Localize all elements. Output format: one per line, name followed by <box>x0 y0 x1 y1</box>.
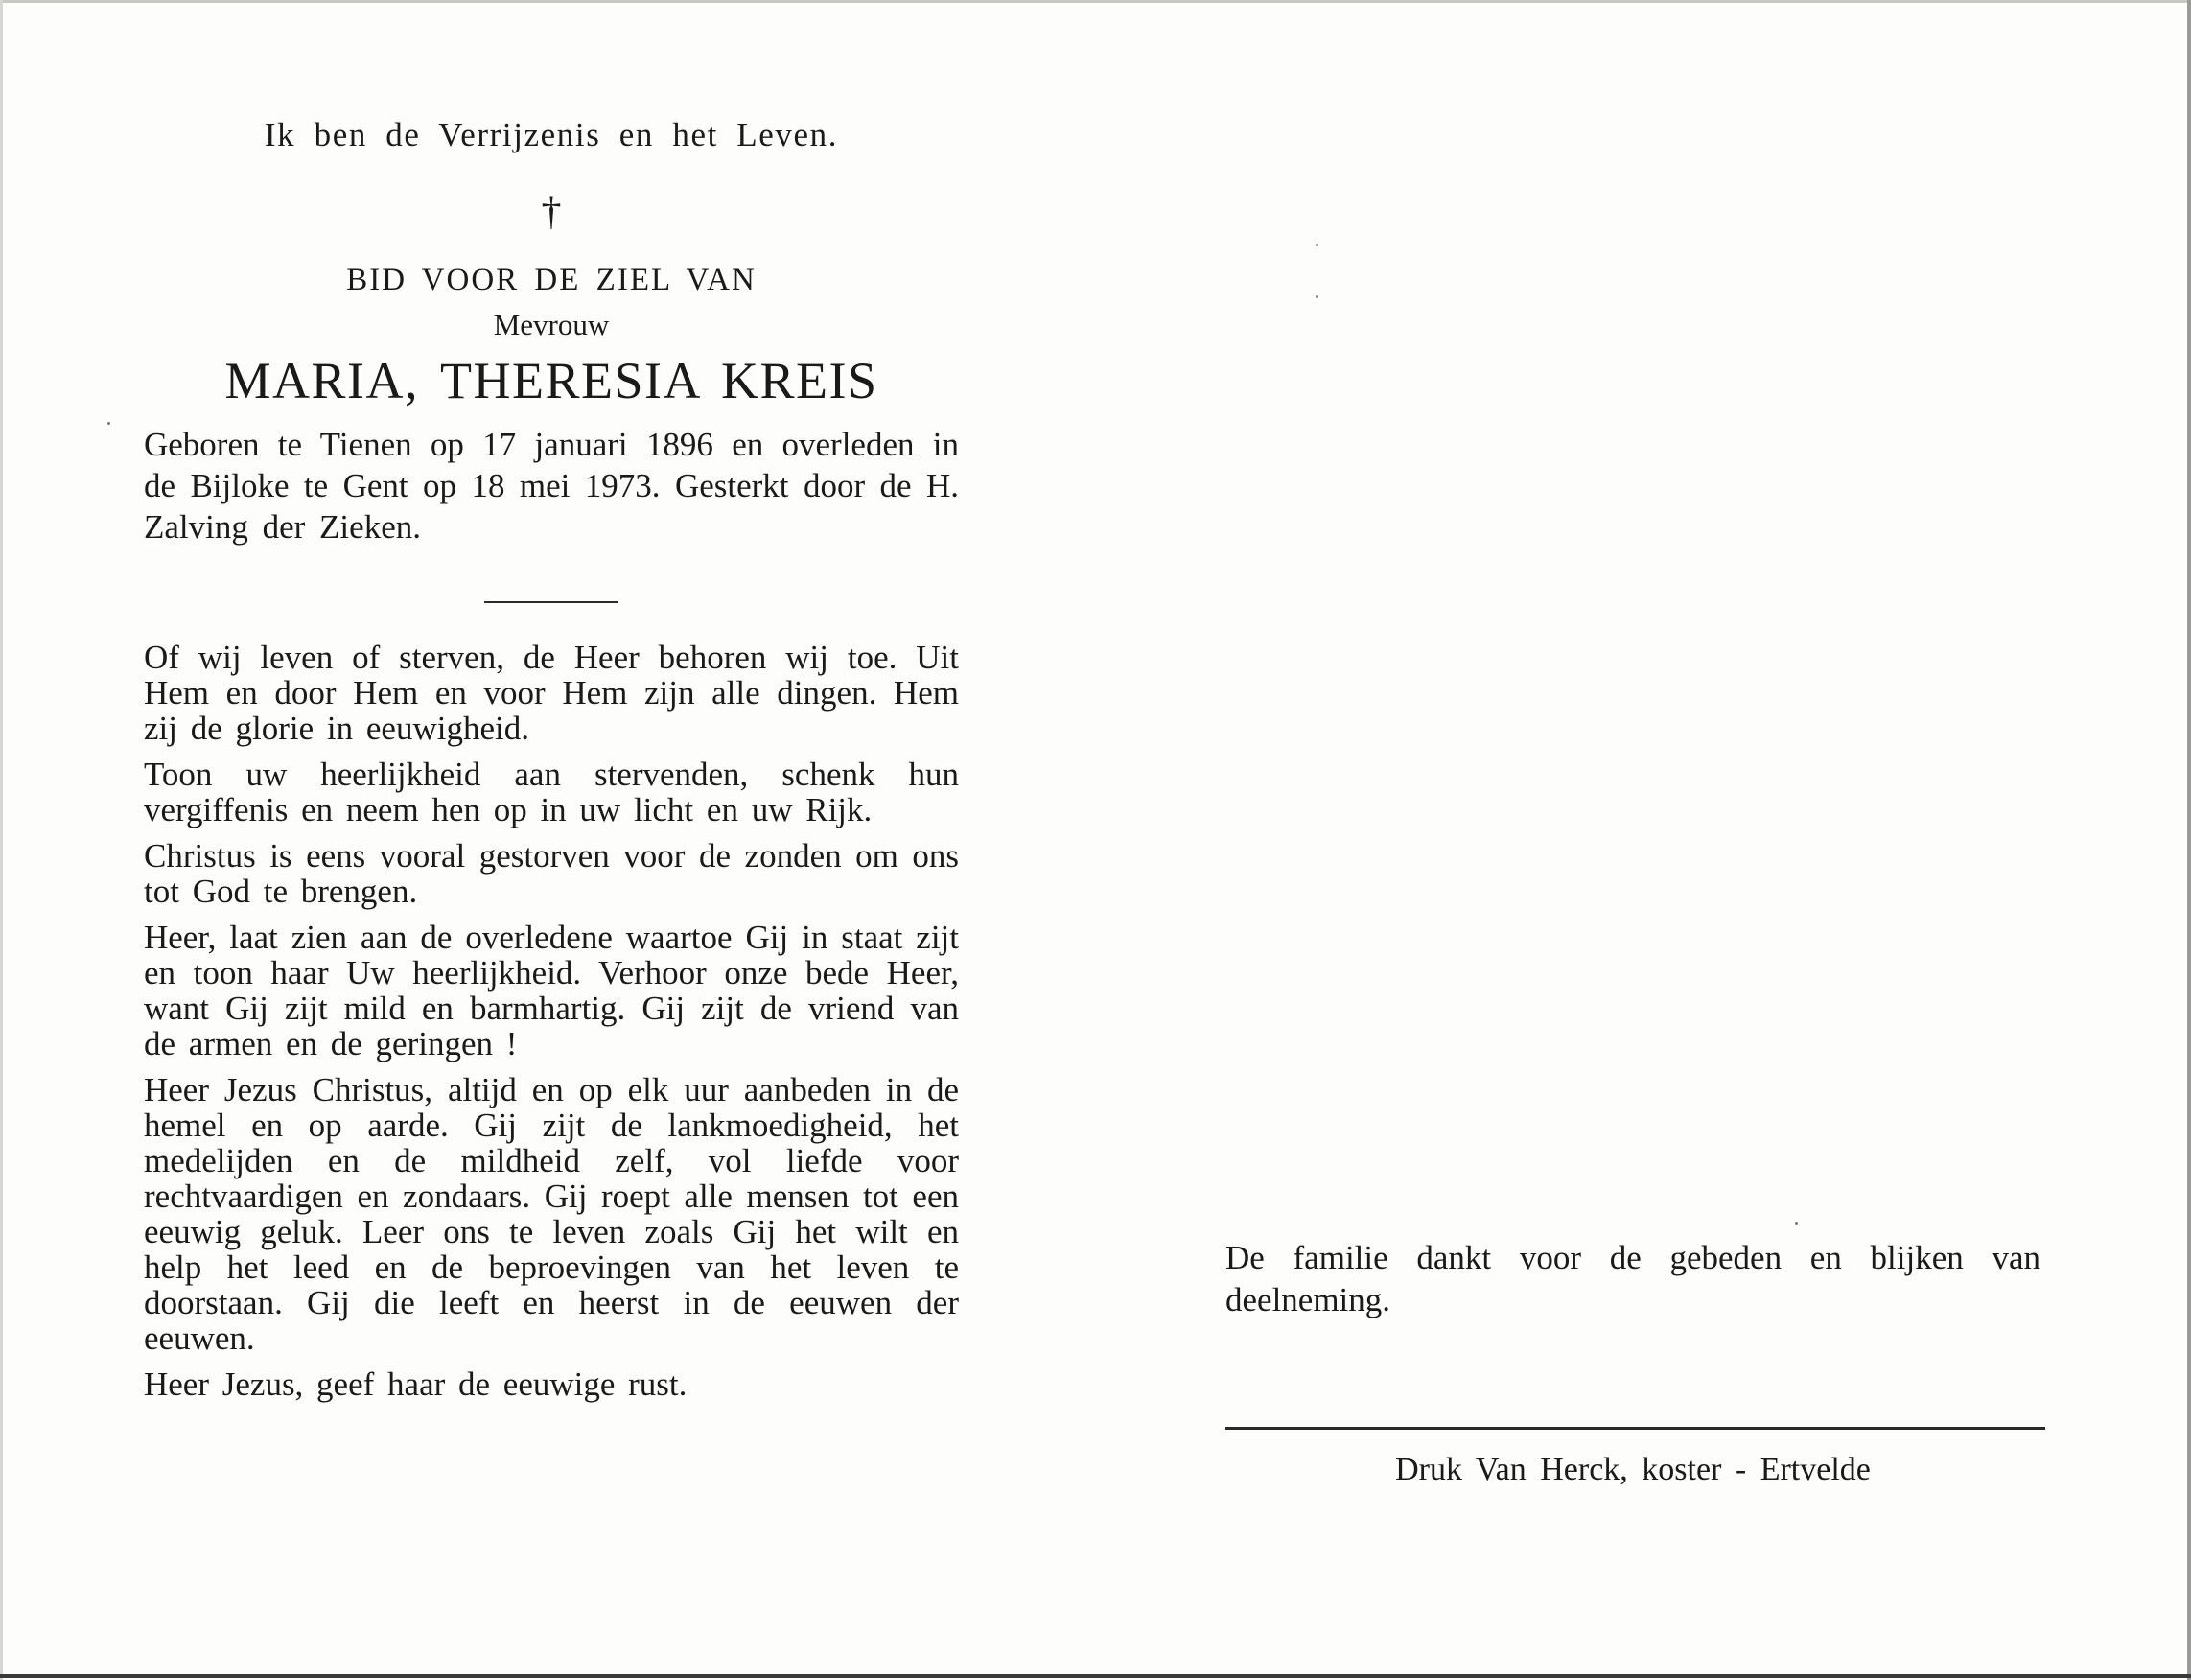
paper-speck <box>1316 295 1318 298</box>
top-edge <box>0 0 2191 3</box>
paper-speck <box>107 422 110 425</box>
family-thanks: De familie dankt voor de gebeden en blijken van deelneming. <box>1225 1239 2040 1318</box>
scripture-verse: Ik ben de Verrijzenis en het Leven. <box>264 116 839 153</box>
deceased-name: MARIA, THERESIA KREIS <box>224 352 878 409</box>
cross-icon: † <box>541 190 562 234</box>
prayers <box>144 640 959 1402</box>
pray-for-heading: BID VOOR DE ZIEL VAN <box>346 263 757 297</box>
bottom-edge <box>0 1674 2191 1678</box>
printer-credit: Druk Van Herck, koster - Ertvelde <box>1395 1452 1871 1487</box>
prayer-paragraph: Heer, laat zien aan de overledene waartoe Gij in staat zijt en toon haar Uw heerlijkheid. Verhoor onze bede Heer, want Gij zijt mild en barmhartig. Gij zijt de vriend van de armen en de geringen ! <box>144 919 959 1062</box>
paper-speck <box>1316 244 1318 246</box>
prayer-paragraph: Heer Jezus Christus, altijd en op elk uur aanbeden in de hemel en op aarde. Gij zijt de lankmoedigheid, het medelijden en de mildheid zelf, vol liefde voor rechtvaardigen en zondaars. Gij roept alle mensen tot een eeuwig geluk. Leer ons te leven zoals Gij het wilt en help het leed en de beproevingen van het leven te doorstaan. Gij die leeft en heerst in de eeuwen der eeuwen. <box>144 1071 959 1357</box>
divider <box>484 601 618 603</box>
right-panel <box>1225 1237 2040 1491</box>
left-panel <box>144 105 959 1412</box>
honorific: Mevrouw <box>493 308 610 341</box>
prayer-paragraph: Christus is eens vooral gestorven voor de zonden om ons tot God te brengen. <box>144 837 959 910</box>
biography: Geboren te Tienen op 17 januari 1896 en overleden in de Bijloke te Gent op 18 mei 1973. Gesterkt door de H. Zalving der Zieken. <box>144 426 959 546</box>
prayer-paragraph: Toon uw heerlijkheid aan stervenden, schenk hun vergiffenis en neem hen op in uw licht en uw Rijk. <box>144 756 959 828</box>
prayer-paragraph: Of wij leven of sterven, de Heer behoren wij toe. Uit Hem en door Hem en voor Hem zijn alle dingen. Hem zij de glorie in eeuwigheid. <box>144 639 959 747</box>
right-edge <box>2187 0 2191 1680</box>
prayer-paragraph: Heer Jezus, geef haar de eeuwige rust. <box>144 1365 688 1403</box>
paper-speck <box>1795 1222 1798 1225</box>
divider <box>1225 1427 2045 1430</box>
left-edge <box>0 0 3 1680</box>
